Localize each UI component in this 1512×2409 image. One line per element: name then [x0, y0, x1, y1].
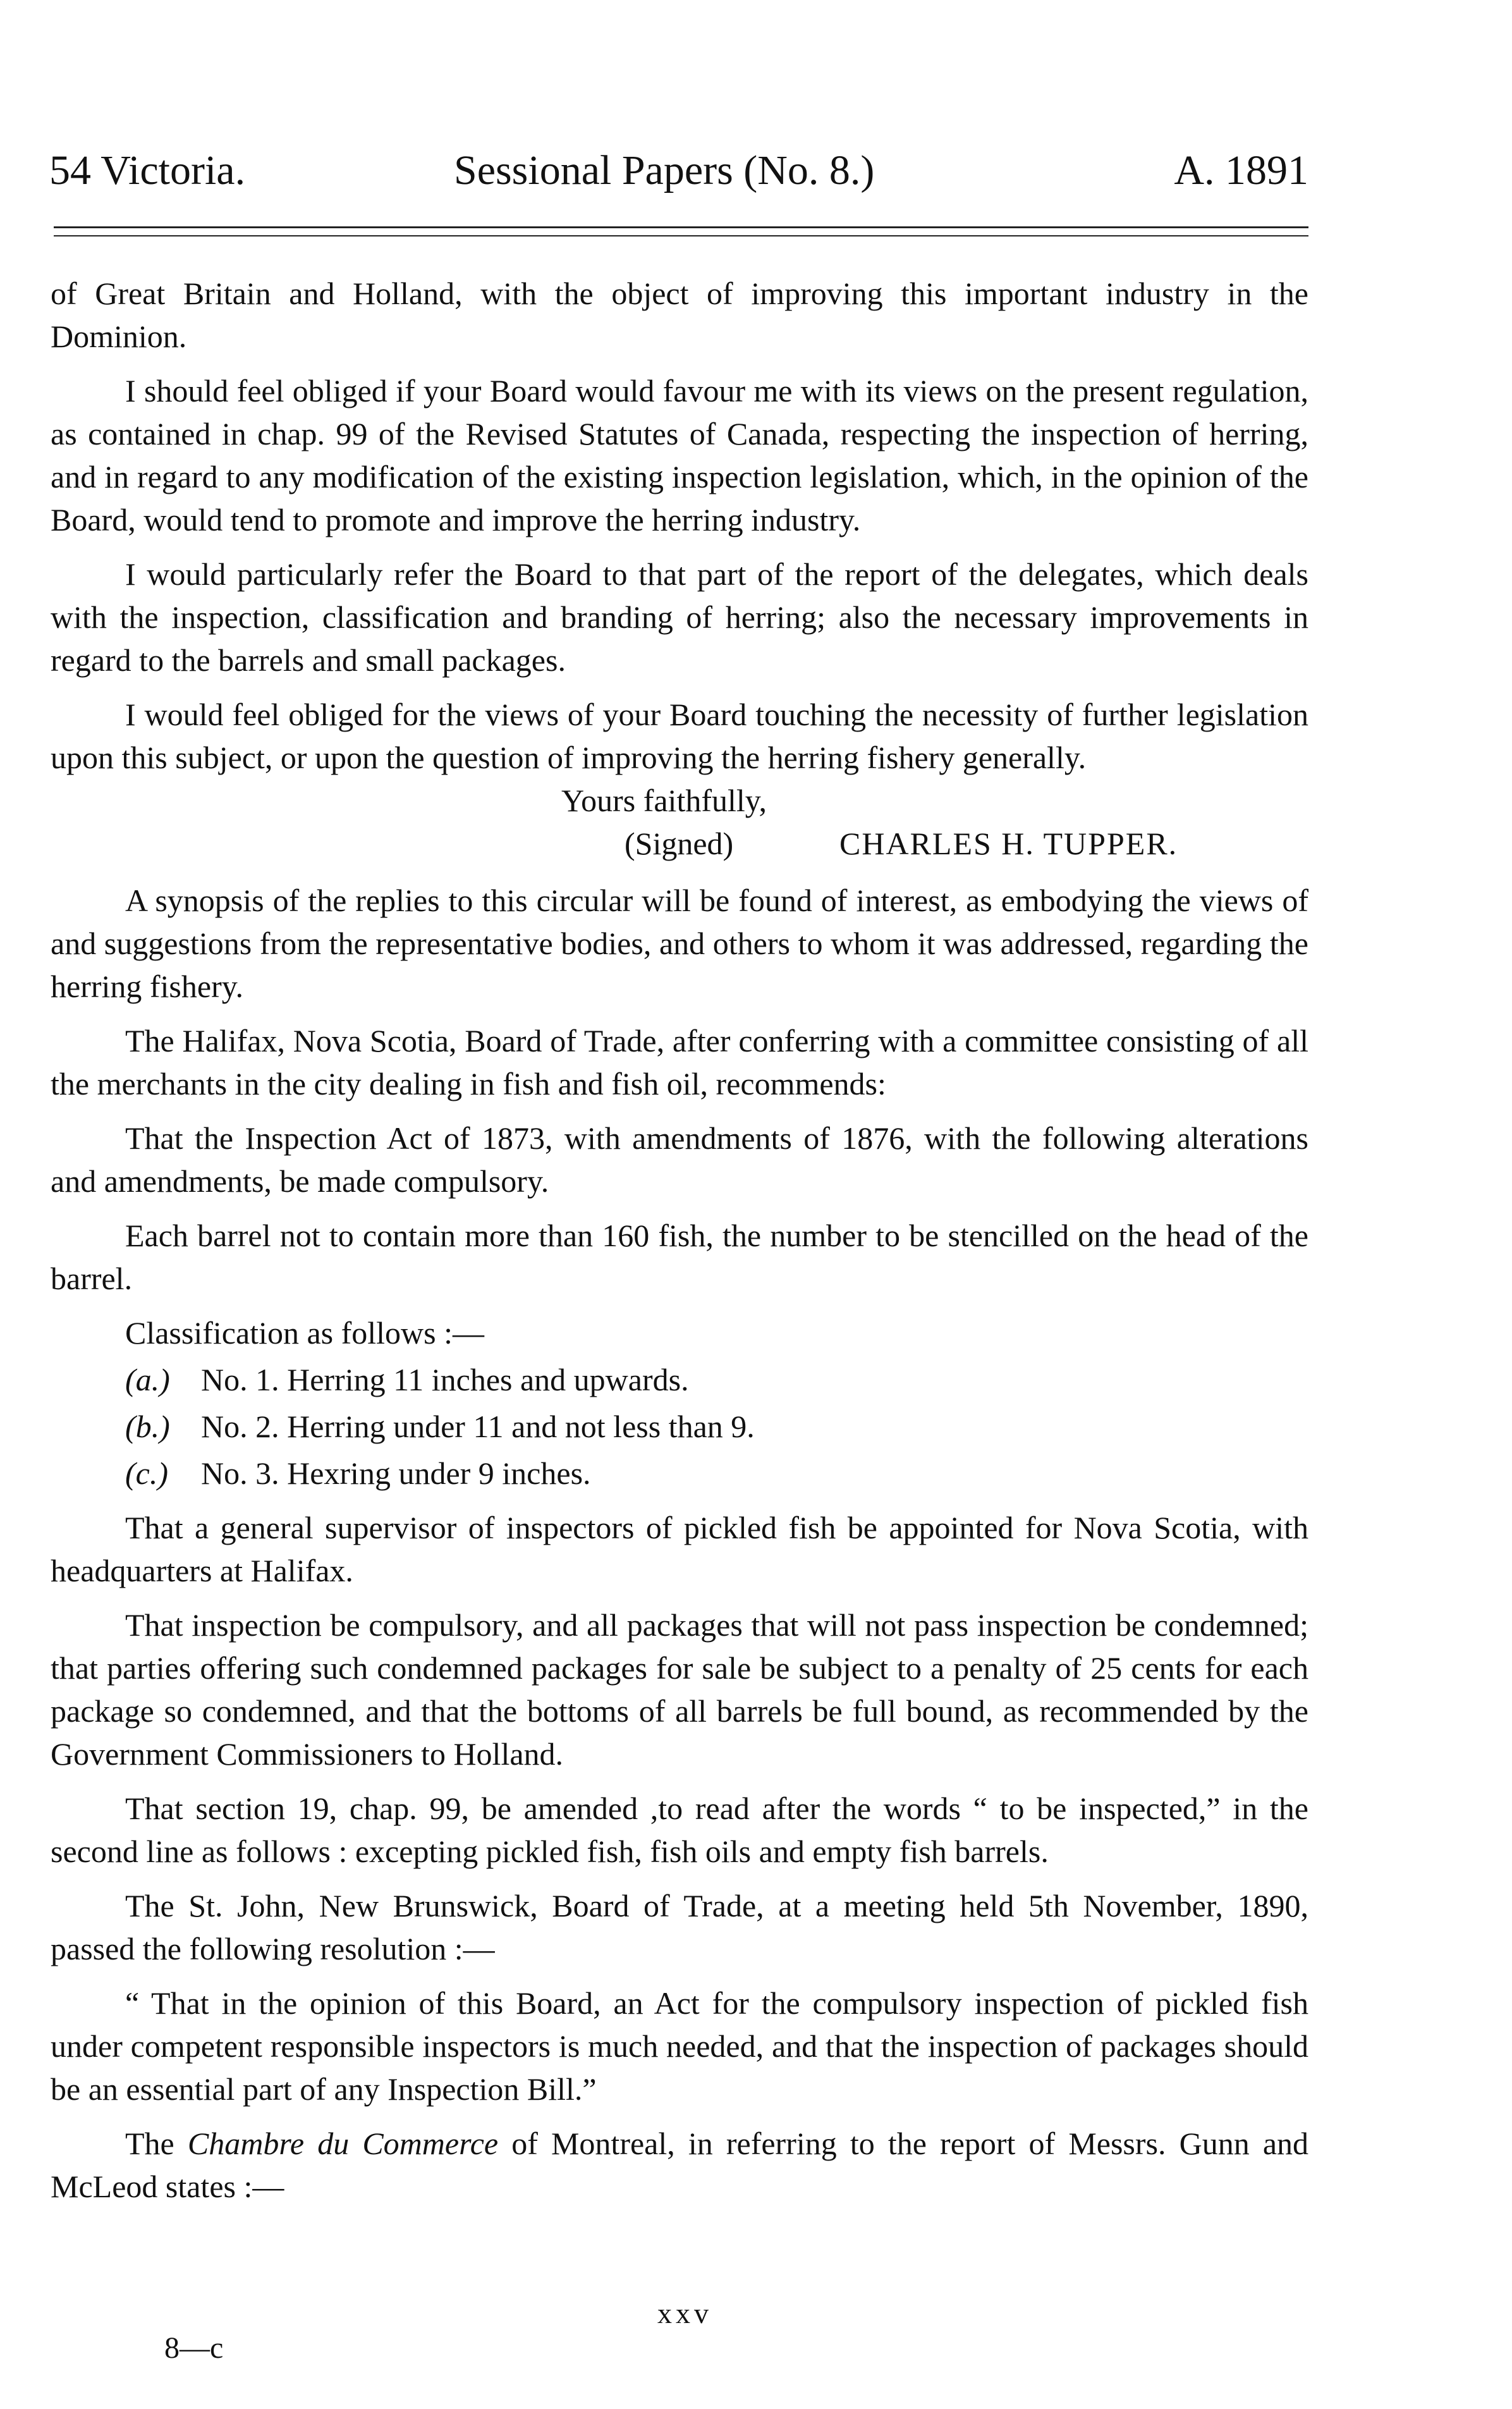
paragraph: Classification as follows :—: [125, 1315, 484, 1351]
paragraph-italic-name: Chambre du Commerce: [187, 2126, 499, 2161]
paragraph: That the Inspection Act of 1873, with amendments of 1876, with the following alterations and amendments, be made compulsory.: [51, 1120, 1308, 1199]
paragraph: I should feel obliged if your Board would favour me with its views on the present regulation, as contained in chap. 99 of the Revised Statutes of Canada, respecting the inspection of herring, and in regard to any modification of the existing inspection legislation, which, in the opinion of the Board, would tend to promote and improve the herring industry.: [51, 373, 1308, 537]
paragraph: I would feel obliged for the views of your Board touching the necessity of further legislation upon this subject, or upon the question of improving the herring fishery generally.: [51, 697, 1308, 775]
running-header: [49, 142, 1308, 199]
paragraph: I would particularly refer the Board to that part of the report of the delegates, which deals with the inspection, classification and branding of herring; also the necessary improvements in regard to the barrels and small packages.: [51, 556, 1308, 678]
paragraph: That section 19, chap. 99, be amended ,to read after the words “ to be inspected,” in the second line as follows : excepting pickled fish, fish oils and empty fish barrels.: [51, 1791, 1308, 1869]
list-text: No. 3. Hexring under 9 inches.: [201, 1456, 591, 1491]
classification-item: [51, 1405, 1308, 1448]
paragraph: The Halifax, Nova Scotia, Board of Trade, after conferring with a committee consisting of all the merchants in the city dealing in fish and fish oil, recommends:: [51, 1023, 1308, 1101]
paragraph: The St. John, New Brunswick, Board of Trade, at a meeting held 5th November, 1890, passed the following resolution :—: [51, 1888, 1308, 1966]
header-rule-bottom: [54, 235, 1308, 236]
paragraph: That a general supervisor of inspectors of pickled fish be appointed for Nova Scotia, with headquarters at Halifax.: [51, 1510, 1308, 1588]
page-number: xxv: [657, 2297, 712, 2329]
header-rule-top: [54, 226, 1308, 228]
header-session: 54 Victoria.: [49, 147, 246, 193]
classification-item: [51, 1452, 1308, 1495]
list-marker: (b.): [125, 1409, 170, 1444]
paragraph-continuation: of Great Britain and Holland, with the object of improving this important industry in the Dominion.: [51, 276, 1308, 354]
list-marker: (a.): [125, 1362, 170, 1397]
letter-salutation: Yours faithfully,: [561, 783, 767, 818]
printer-signature-mark: 8—c: [164, 2331, 224, 2365]
paragraph: Each barrel not to contain more than 160 fish, the number to be stencilled on the head of the barrel.: [51, 1218, 1308, 1296]
page-body: [51, 272, 1308, 2219]
header-year: A. 1891: [1174, 147, 1308, 193]
paragraph-prefix: The: [125, 2126, 188, 2161]
paragraph: That inspection be compulsory, and all packages that will not pass inspection be condemned; that parties offering such condemned packages for sale be subject to a penalty of 25 cents for each package so condemned, and that the bottoms of all barrels be full bound, as recommended by the Government Commissioners to Holland.: [51, 1607, 1308, 1772]
paragraph-suffix: of Montreal, in referring to the report of Messrs. Gunn and McLeod states :—: [51, 2126, 1309, 2204]
list-text: No. 1. Herring 11 inches and upwards.: [201, 1362, 689, 1397]
list-marker: (c.): [125, 1456, 168, 1491]
list-text: No. 2. Herring under 11 and not less than 9.: [201, 1409, 755, 1444]
paragraph-quotation: “ That in the opinion of this Board, an Act for the compulsory inspection of pickled fish under competent responsible inspectors is much needed, and that the inspection of packages should be an essential part of any Inspection Bill.”: [51, 1985, 1308, 2107]
letter-signature: [51, 822, 1308, 865]
header-title: Sessional Papers (No. 8.): [454, 147, 875, 193]
paragraph: [51, 2122, 1308, 2208]
signer-name: CHARLES H. TUPPER.: [839, 826, 1178, 861]
signed-label: (Signed): [625, 826, 734, 861]
classification-item: [51, 1358, 1308, 1401]
paragraph: A synopsis of the replies to this circular will be found of interest, as embodying the views of and suggestions from the representative bodies, and others to whom it was addressed, regarding the herring fishery.: [51, 883, 1308, 1004]
